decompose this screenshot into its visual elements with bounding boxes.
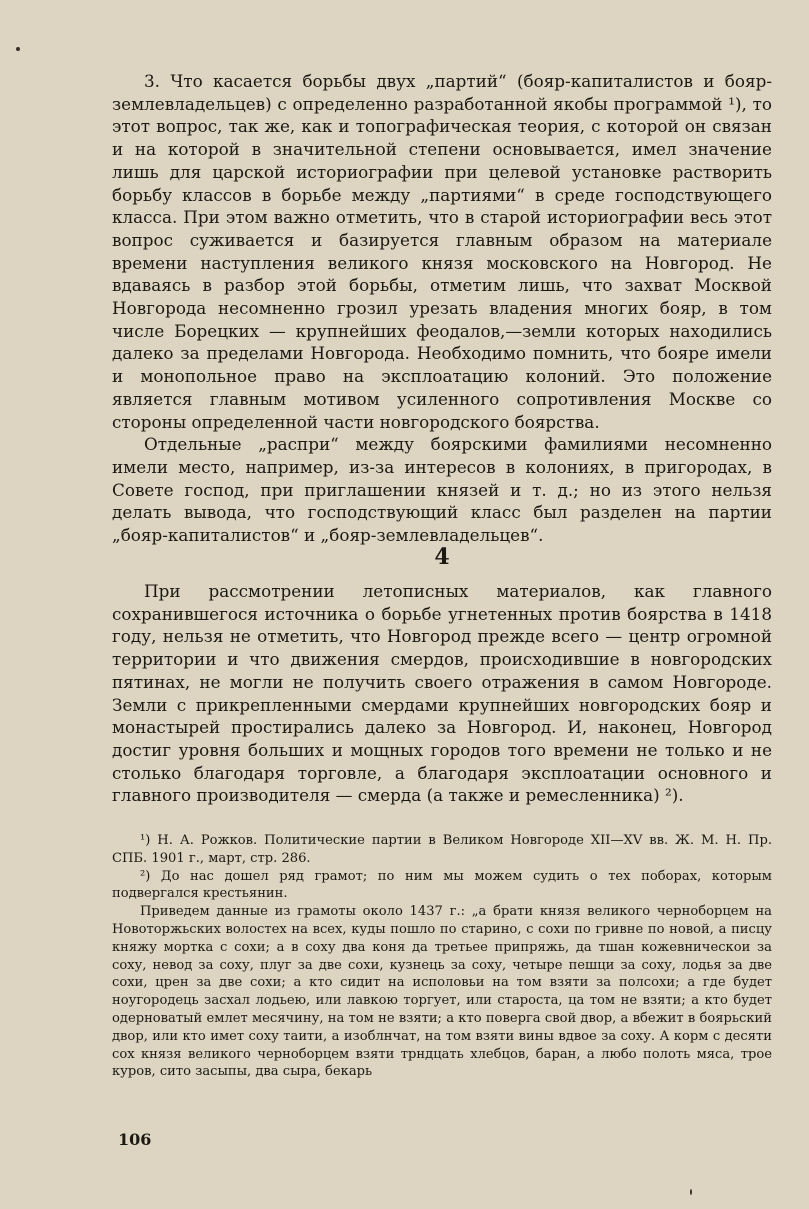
paragraph: При рассмотрении летописных материалов, как главного сохранившегося источника о борьбе угнетенных против боярства в 1418 году, нельзя не отметить, что Новгород прежде всего — центр огромной территории и что движения смердов, происходившие в новгородских пятинах, не могли не получить своего отражения в самом Новгороде. Земли с прикрепленными смердами крупнейших новгородских бояр и монастырей простирались далеко за Новгород. И, наконец, Новгород достиг уровня больших и мощных городов того времени не только и не столько благодаря торговле, а благодаря эксплоатации основного и главного производителя — смерда (а также и ремесленника) ²). [112,581,772,806]
print-speck [690,1189,692,1195]
paragraph: Отдельные „распри“ между боярскими фамилиями несомненно имели место, например, из-за интересов в колониях, в пригородах, в Совете господ, при приглашении князей и т. д.; но из этого нельзя делать вывода, что господствующий класс был разделен на партии „бояр-капиталистов“ и „бояр-землевладельцев“. [112,434,772,546]
section-heading: 4 [434,544,450,570]
section-3-text [112,70,772,547]
footnote: ¹) Н. А. Рожков. Политические партии в Великом Новгороде XII—XV вв. Ж. М. Н. Пр. СПБ. 1901 г., март, стр. 286. [112,833,772,866]
section-4-text [112,580,772,807]
footnote: ²) До нас дошел ряд грамот; по ним мы можем судить о тех поборах, которым подвергался крестьянин. [112,868,772,902]
print-speck [16,47,20,51]
paragraph: 3. Что касается борьбы двух „партий“ (бояр-капиталистов и бояр-землевладельцев) с определенно разработанной якобы программой ¹), то этот вопрос, так же, как и топографическая теория, с которой он связан и на которой в значительной степени основывается, имел значение лишь для царской историографии при целевой установке растворить борьбу классов в борьбе между „партиями“ в среде господствующего класса. При этом важно отметить, что в старой историографии весь этот вопрос суживается и базируется главным образом на материале времени наступления великого князя московского на Новгород. Не вдаваясь в разбор этой борьбы, отметим лишь, что захват Москвой Новгорода несомненно грозил урезать владения многих бояр, в том числе Борецких — крупнейших феодалов,—земли которых находились далеко за пределами Новгорода. Необходимо помнить, что бояре имели и монопольное право на эксплоатацию колоний. Это положение является главным мотивом усиленного сопротивления Москве со стороны определенной части новгородского боярства. [112,71,772,432]
footnote: Приведем данные из грамоты около 1437 г.: „а брати князя великого черноборцем на Новоторжьских волостех на всех, куды пошло по старино, с сохи по гривне по новой, а писцу княжу мортка с сохи; а в соху два коня да третьее припряжь, да тшан кожевническои за соху, невод за соху, плуг за две сохи, кузнець за соху, четыре пешци за соху, лодья за две сохи, црен за две сохи; а кто сидит на исполовьи на том взяти за полсохи; а где будет ноугородець засхал лодьею, или лавкою торгует, или староста, ца том не взяти; а кто будет одерноватый емлет месячину, на том не взяти; а кто поверга свой двор, а вбежит в боярьский двор, или кто имет соху таити, а изоблнчат, на том взяти вины вдвое за соху. А корм с десяти сох князя великого черноборцем взяти трндцать хлебцов, баран, а любо полоть мяса, трое куров, сито засыпы, два сыра, бекарь [112,904,772,1080]
footnotes [112,832,772,1081]
page-number: 106 [118,1130,152,1149]
